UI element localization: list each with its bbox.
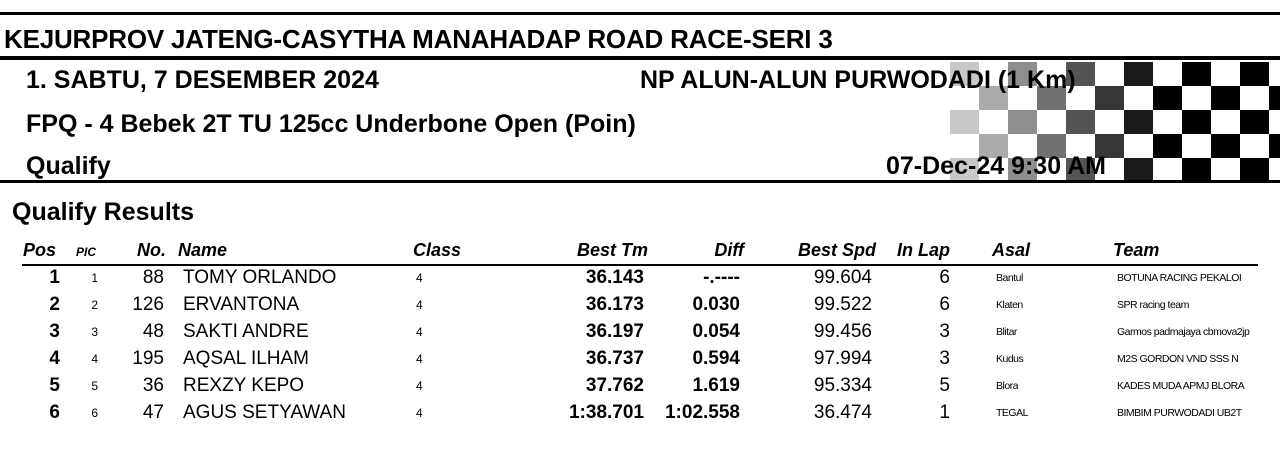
table-row [0,402,1280,429]
col-team-header: Team [1113,240,1160,260]
cell-team: Garmos padmajaya cbmova2jp [1117,326,1250,338]
cell-no: 48 [142,321,164,342]
checker-square [1240,110,1269,134]
cell-pos: 3 [49,321,60,342]
cell-team: M2S GORDON VND SSS N [1117,353,1239,365]
cell-class: 4 [416,352,423,366]
table-row [0,294,1280,321]
checker-square [1182,134,1211,158]
checker-square [950,110,979,134]
col-best-tm-header: Best Tm [576,240,648,260]
checker-square [1153,110,1182,134]
cell-name: ERVANTONA [183,294,300,315]
cell-asal: Bantul [996,272,1023,284]
cell-pos: 4 [49,348,60,369]
cell-pic: 2 [91,298,98,312]
cell-asal: TEGAL [996,407,1028,419]
cell-in-lap: 1 [939,402,950,423]
cell-diff: 1:02.558 [664,402,740,423]
section-title: Qualify Results [12,198,194,226]
cell-no: 47 [142,402,164,423]
cell-in-lap: 6 [939,267,950,288]
col-pic-header: PIC [76,245,97,259]
cell-asal: Blora [996,380,1019,392]
checker-square [1182,86,1211,110]
checker-square [1269,110,1280,134]
cell-in-lap: 3 [939,348,950,369]
col-no-header: No. [137,240,166,260]
cell-best-tm: 37.762 [585,375,644,396]
checker-square [1240,134,1269,158]
cell-pic: 3 [91,325,98,339]
checker-square [1269,62,1280,86]
cell-best-tm: 36.173 [585,294,644,315]
checker-square [1269,86,1280,110]
cell-pic: 5 [91,379,98,393]
checker-square [1124,110,1153,134]
checker-square [1066,110,1095,134]
cell-best-tm: 36.197 [585,321,644,342]
checker-square [1269,134,1280,158]
cell-best-spd: 95.334 [813,375,872,396]
cell-no: 126 [132,294,164,315]
cell-name: SAKTI ANDRE [183,321,309,342]
col-diff-header: Diff [714,240,744,260]
cell-pic: 6 [91,406,98,420]
checker-square [1095,110,1124,134]
cell-class: 4 [416,298,423,312]
cell-in-lap: 6 [939,294,950,315]
checker-square [1124,134,1153,158]
cell-asal: Klaten [996,299,1023,311]
checker-square [1153,62,1182,86]
checker-square [1240,62,1269,86]
cell-pos: 5 [49,375,60,396]
cell-name: REXZY KEPO [183,375,305,396]
cell-team: BIMBIM PURWODADI UB2T [1117,407,1242,419]
cell-no: 36 [142,375,164,396]
title-rule [0,56,1280,60]
cell-in-lap: 5 [939,375,950,396]
cell-pos: 1 [49,267,60,288]
checker-square [1182,110,1211,134]
checker-square [1240,158,1269,180]
checker-square [1008,110,1037,134]
cell-pic: 1 [91,271,98,285]
col-name-header: Name [178,240,228,260]
cell-no: 195 [132,348,164,369]
top-rule [0,12,1280,15]
venue-name: NP ALUN-ALUN PURWODADI (1 Km) [640,66,1076,94]
checker-square [1211,110,1240,134]
cell-class: 4 [416,379,423,393]
table-row [0,321,1280,348]
cell-best-spd: 99.604 [813,267,872,288]
cell-best-spd: 36.474 [813,402,872,423]
col-pos-header: Pos [23,240,57,260]
checker-square [979,110,1008,134]
table-header-rule [22,264,1258,266]
col-class-header: Class [413,240,462,260]
checker-square [1240,86,1269,110]
cell-team: BOTUNA RACING PEKALOI [1117,272,1242,284]
cell-name: AQSAL ILHAM [183,348,310,369]
cell-best-spd: 97.994 [813,348,872,369]
checker-square [1153,134,1182,158]
checker-square [1124,62,1153,86]
cell-diff: 0.030 [692,294,740,315]
cell-diff: -.---- [703,267,740,288]
cell-best-spd: 99.456 [813,321,872,342]
checker-square [1211,62,1240,86]
cell-pos: 6 [49,402,60,423]
checker-square [1211,134,1240,158]
cell-pos: 2 [49,294,60,315]
checker-square [1124,86,1153,110]
checker-square [1182,62,1211,86]
cell-diff: 0.054 [692,321,740,342]
cell-best-tm: 36.737 [585,348,644,369]
cell-name: TOMY ORLANDO [183,267,337,288]
event-title: KEJURPROV JATENG-CASYTHA MANAHADAP ROAD RACE-SERI 3 [4,24,833,54]
cell-name: AGUS SETYAWAN [183,402,346,423]
table-row [0,348,1280,375]
cell-pic: 4 [91,352,98,366]
col-in-lap-header: In Lap [897,240,950,260]
checker-square [1211,86,1240,110]
checker-square [1124,158,1153,180]
table-row [0,267,1280,294]
cell-team: KADES MUDA APMJ BLORA [1117,380,1245,392]
cell-asal: Blitar [996,326,1017,338]
cell-diff: 0.594 [692,348,740,369]
checker-square [1095,86,1124,110]
checker-square [1269,158,1280,180]
checker-square [1153,86,1182,110]
cell-diff: 1.619 [692,375,740,396]
checker-square [1211,158,1240,180]
cell-class: 4 [416,271,423,285]
session-name: Qualify [26,152,111,180]
checker-square [1153,158,1182,180]
session-datetime: 07-Dec-24 9:30 AM [886,152,1107,180]
event-date: 1. SABTU, 7 DESEMBER 2024 [26,66,379,94]
cell-team: SPR racing team [1117,299,1189,311]
checker-square [1182,158,1211,180]
col-best-spd-header: Best Spd [797,240,876,260]
cell-best-tm: 36.143 [585,267,644,288]
table-row [0,375,1280,402]
cell-class: 4 [416,406,423,420]
cell-asal: Kudus [996,353,1024,365]
race-class: FPQ - 4 Bebek 2T TU 125cc Underbone Open (Poin) [26,110,636,138]
cell-best-spd: 99.522 [813,294,872,315]
cell-class: 4 [416,325,423,339]
checker-square [1037,110,1066,134]
checker-square [1095,62,1124,86]
col-asal-header: Asal [992,240,1031,260]
cell-in-lap: 3 [939,321,950,342]
cell-best-tm: 1:38.701 [568,402,644,423]
cell-no: 88 [142,267,164,288]
